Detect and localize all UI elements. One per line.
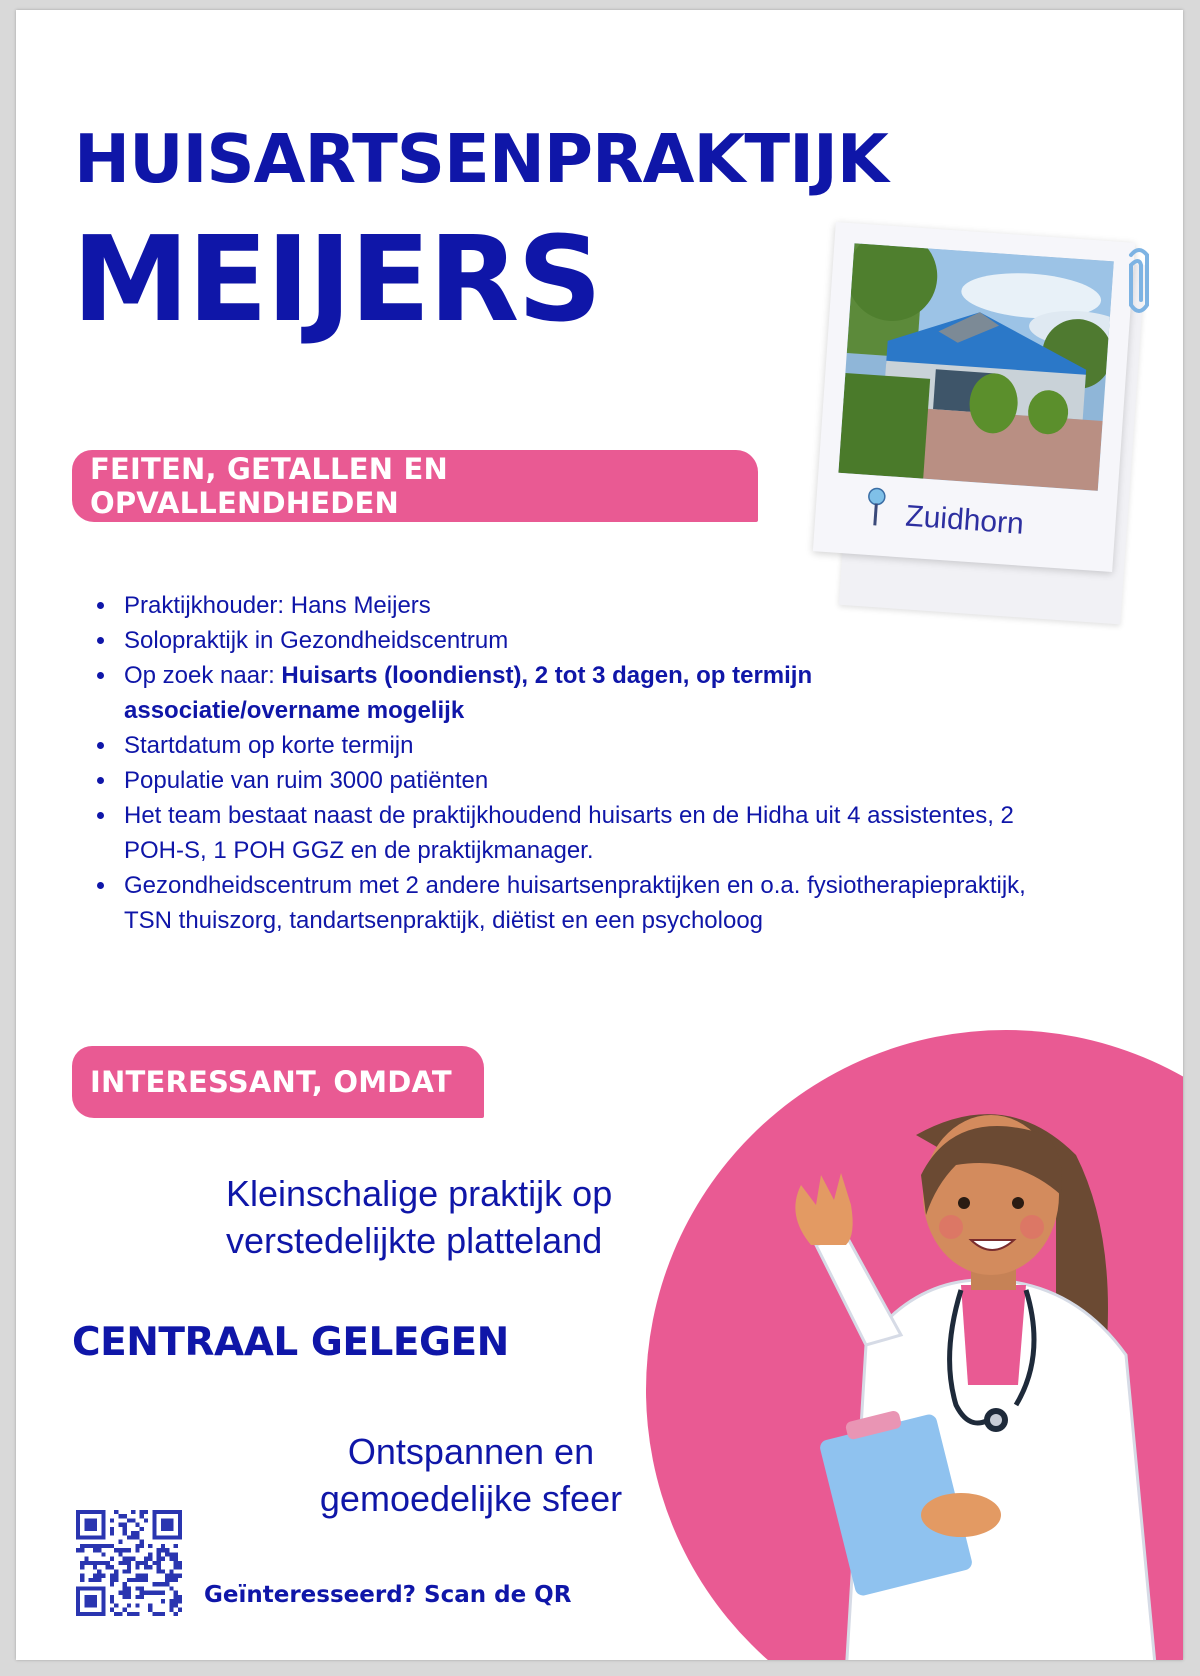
map-pin-icon: [862, 487, 889, 533]
list-item: • Praktijkhouder: Hans Meijers: [118, 588, 1048, 623]
list-item: • Het team bestaat naast de praktijkhoudend huisarts en de Hidha uit 4 assistentes, 2 POH-S, 1 POH GGZ en de praktijkmanager.: [118, 798, 1048, 868]
scan-qr-cta: Geïnteresseerd? Scan de QR: [204, 1582, 572, 1608]
qr-code[interactable]: [76, 1510, 182, 1616]
point-small-scale: [226, 1170, 612, 1264]
section-heading-interesting: INTERESSANT, OMDAT: [72, 1046, 484, 1118]
polaroid-photo: [813, 222, 1135, 572]
list-item: [118, 658, 1048, 728]
point-central-location: CENTRAAL GELEGEN: [72, 1320, 509, 1365]
title-line-2: MEIJERS: [72, 210, 601, 348]
point-small-scale-line1: Kleinschalige praktijk op: [226, 1173, 613, 1214]
point-atmosphere: [306, 1428, 636, 1522]
list-item-bold: Huisarts (loondienst), 2 tot 3 dagen, op termijn associatie/overname mogelijk: [124, 662, 813, 724]
list-item: • Populatie van ruim 3000 patiënten: [118, 763, 1048, 798]
building-photo: [838, 243, 1113, 491]
point-atmosphere-line1: Ontspannen en: [347, 1431, 595, 1472]
flyer-page: [16, 10, 1183, 1660]
point-small-scale-line2: verstedelijkte platteland: [226, 1220, 603, 1261]
title-line-1: HUISARTSENPRAKTIJK: [74, 120, 888, 198]
list-item-prefix: Op zoek naar:: [124, 662, 282, 689]
doctor-illustration: [756, 1095, 1183, 1660]
photo-caption: Zuidhorn: [904, 499, 1025, 541]
list-item: • Startdatum op korte termijn: [118, 728, 1048, 763]
facts-list: [88, 588, 1048, 938]
section-heading-facts: FEITEN, GETALLEN EN OPVALLENDHEDEN: [72, 450, 758, 522]
list-item: • Gezondheidscentrum met 2 andere huisartsenpraktijken en o.a. fysiotherapiepraktijk, TSN thuiszorg, tandartsenpraktijk, diëtist en een psycholoog: [118, 868, 1048, 938]
point-atmosphere-line2: gemoedelijke sfeer: [319, 1478, 623, 1519]
paperclip-icon: [1121, 245, 1157, 329]
list-item: • Solopraktijk in Gezondheidscentrum: [118, 623, 1048, 658]
